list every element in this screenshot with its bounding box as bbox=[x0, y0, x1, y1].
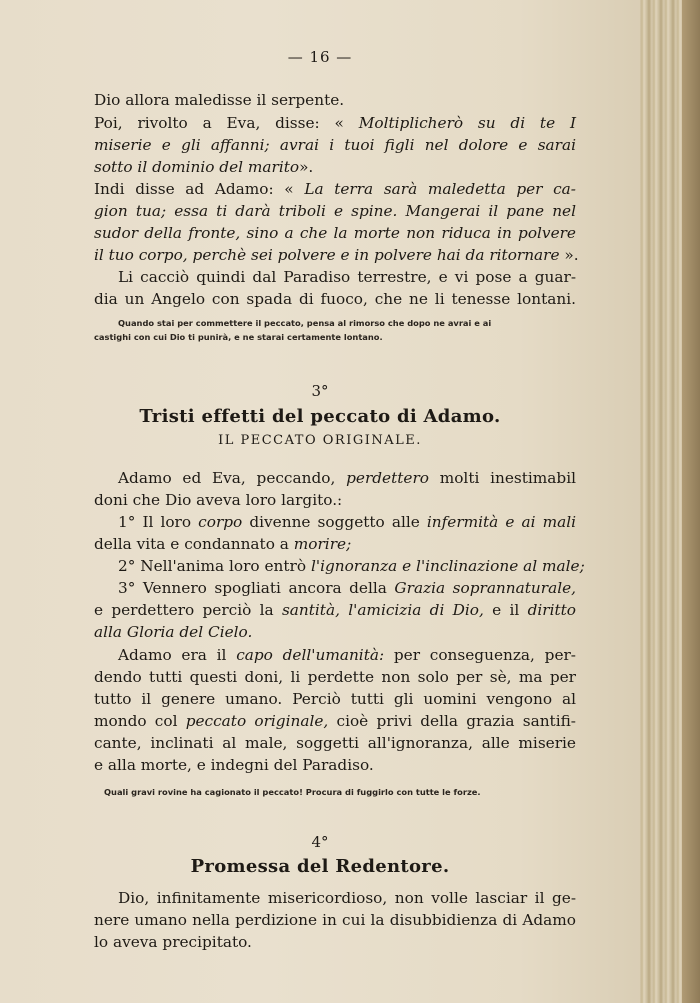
section-subtitle: IL PECCATO ORIGINALE. bbox=[218, 433, 422, 448]
text-line: lo aveva precipitato. bbox=[94, 933, 252, 951]
text-line: e alla morte, e indegni del Paradiso. bbox=[94, 756, 374, 774]
note-line: castighi con cui Dio ti punirà, e ne starai certamente lontano. bbox=[94, 332, 383, 342]
text-line: della vita e condannato a morire; bbox=[94, 535, 352, 553]
text-line: sotto il dominio del marito». bbox=[94, 158, 314, 176]
text-line: Dio allora maledisse il serpente. bbox=[94, 91, 345, 109]
text-line: Indi disse ad Adamo: « La terra sarà maledetta per ca- bbox=[94, 180, 576, 198]
text-line: dendo tutti questi doni, li perdette non solo per sè, ma per bbox=[94, 668, 576, 686]
text-line: alla Gloria del Cielo. bbox=[94, 623, 253, 641]
text-line: 3° Vennero spogliati ancora della Grazia soprannaturale, bbox=[118, 579, 576, 597]
text-line: sudor della fronte, sino a che la morte non riduca in polvere bbox=[94, 224, 576, 242]
section-title: Tristi effetti del peccato di Adamo. bbox=[139, 406, 501, 427]
text-line: doni che Dio aveva loro largito.: bbox=[94, 491, 343, 509]
text-line: e perdettero perciò la santità, l'amicizia di Dio, e il diritto bbox=[94, 601, 576, 619]
text-line: Adamo era il capo dell'umanità: per conseguenza, per- bbox=[118, 646, 576, 664]
text-line: tutto il genere umano. Perciò tutti gli uomini vengono al bbox=[94, 690, 576, 708]
section-number: 4° bbox=[311, 833, 329, 851]
note-line: Quando stai per commettere il peccato, pensa al rimorso che dopo ne avrai e ai bbox=[118, 318, 492, 328]
text-line: 2° Nell'anima loro entrò l'ignoranza e l'inclinazione al male; bbox=[118, 557, 585, 575]
text-line: miserie e gli affanni; avrai i tuoi figli nel dolore e sarai bbox=[94, 136, 576, 154]
text-line: mondo col peccato originale, cioè privi della grazia santifi- bbox=[94, 712, 576, 730]
text-line: Poi, rivolto a Eva, disse: « Moltiplicherò su di te I bbox=[94, 114, 576, 132]
text-line: il tuo corpo, perchè sei polvere e in polvere hai da ritornare ». bbox=[94, 246, 579, 264]
book-spine-shadow bbox=[682, 0, 700, 1003]
text-line: dia un Angelo con spada di fuoco, che ne li tenesse lontani. bbox=[94, 290, 576, 308]
text-line: cante, inclinati al male, soggetti all'ignoranza, alle miserie bbox=[94, 734, 576, 752]
section-number: 3° bbox=[311, 382, 329, 400]
text-line: Adamo ed Eva, peccando, perdettero molti inestimabil bbox=[118, 469, 576, 487]
text-line: gion tua; essa ti darà triboli e spine. Mangerai il pane nel bbox=[94, 202, 576, 220]
section-title: Promessa del Redentore. bbox=[190, 856, 450, 877]
text-line: 1° Il loro corpo divenne soggetto alle infermità e ai mali bbox=[118, 513, 576, 531]
note-line: Quali gravi rovine ha cagionato il peccato! Procura di fuggirlo con tutte le forze. bbox=[104, 787, 481, 797]
text-line: Li cacciò quindi dal Paradiso terrestre, e vi pose a guar- bbox=[118, 268, 576, 286]
page-number: — 16 — bbox=[287, 48, 353, 66]
text-line: nere umano nella perdizione in cui la disubbidienza di Adamo bbox=[94, 911, 576, 929]
text-line: Dio, infinitamente misericordioso, non volle lasciar il ge- bbox=[118, 889, 576, 907]
